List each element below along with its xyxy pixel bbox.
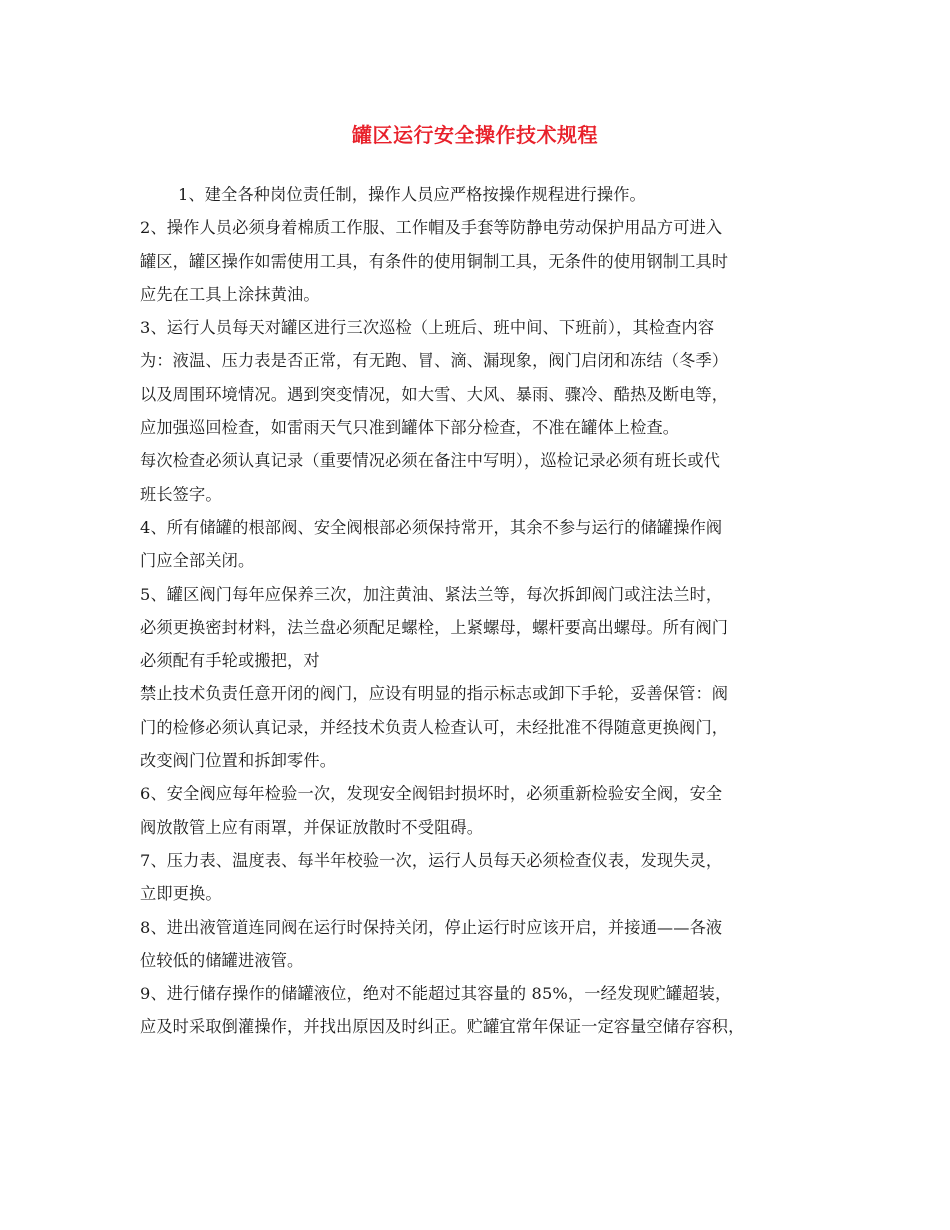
paragraph-line: 为：液温、压力表是否正常，有无跑、冒、滴、漏现象，阀门启闭和冻结（冬季）: [140, 351, 729, 371]
paragraph-line: 禁止技术负责任意开闭的阀门，应设有明显的指示标志或卸下手轮，妥善保管：阀: [140, 684, 729, 704]
paragraph-line: 3、运行人员每天对罐区进行三次巡检（上班后、班中间、下班前），其检查内容: [140, 318, 715, 338]
paragraph-line: 每次检查必须认真记录（重要情况必须在备注中写明），巡检记录必须有班长或代: [140, 451, 721, 471]
paragraph-line: 立即更换。: [140, 884, 222, 904]
paragraph-line: 6、安全阀应每年检验一次，发现安全阀铝封损坏时，必须重新检验安全阀，安全: [140, 784, 723, 804]
paragraph-line: 罐区，罐区操作如需使用工具，有条件的使用铜制工具，无条件的使用钢制工具时: [140, 251, 729, 271]
paragraph-line: 7、压力表、温度表、每半年校验一次，运行人员每天必须检查仪表，发现失灵，: [140, 850, 723, 870]
paragraph-line: 必须配有手轮或搬把，对: [140, 651, 320, 671]
paragraph-line: 以及周围环境情况。遇到突变情况，如大雪、大风、暴雨、骤冷、酷热及断电等，: [140, 384, 729, 404]
paragraph-line: 改变阀门位置和拆卸零件。: [140, 751, 337, 771]
document-title: 罐区运行安全操作技术规程: [352, 123, 598, 147]
paragraph-line: 8、进出液管道连同阀在运行时保持关闭，停止运行时应该开启，并接通——各液: [140, 917, 723, 937]
paragraph-line: 应先在工具上涂抹黄油。: [140, 284, 320, 304]
paragraph-line: 2、操作人员必须身着棉质工作服、工作帽及手套等防静电劳动保护用品方可进入: [140, 218, 723, 238]
paragraph-line: 位较低的储罐进液管。: [140, 950, 304, 970]
paragraph-line: 必须更换密封材料，法兰盘必须配足螺栓，上紧螺母，螺杆要高出螺母。所有阀门: [140, 617, 729, 637]
paragraph-line: 4、所有储罐的根部阀、安全阀根部必须保持常开，其余不参与运行的储罐操作阀: [140, 517, 723, 537]
paragraph-line: 5、罐区阀门每年应保养三次，加注黄油、紧法兰等，每次拆卸阀门或注法兰时，: [140, 584, 723, 604]
paragraph-line: 应加强巡回检查，如雷雨天气只准到罐体下部分检查，不准在罐体上检查。: [140, 418, 680, 438]
paragraph-line: 门应全部关闭。: [140, 551, 255, 571]
paragraph-line: 班长签字。: [140, 484, 222, 504]
paragraph-line: 应及时采取倒灌操作，并找出原因及时纠正。贮罐宜常年保证一定容量空储存容积，: [140, 1017, 745, 1037]
paragraph-line: 1、建全各种岗位责任制，操作人员应严格按操作规程进行操作。: [178, 185, 646, 204]
document-body: [140, 178, 820, 1044]
paragraph-line: 门的检修必须认真记录，并经技术负责人检查认可，未经批准不得随意更换阀门，: [140, 717, 729, 737]
paragraph-line: 9、进行储存操作的储罐液位，绝对不能超过其容量的 85%，一经发现贮罐超装，: [140, 984, 732, 1004]
paragraph-line: 阀放散管上应有雨罩，并保证放散时不受阻碍。: [140, 817, 484, 837]
